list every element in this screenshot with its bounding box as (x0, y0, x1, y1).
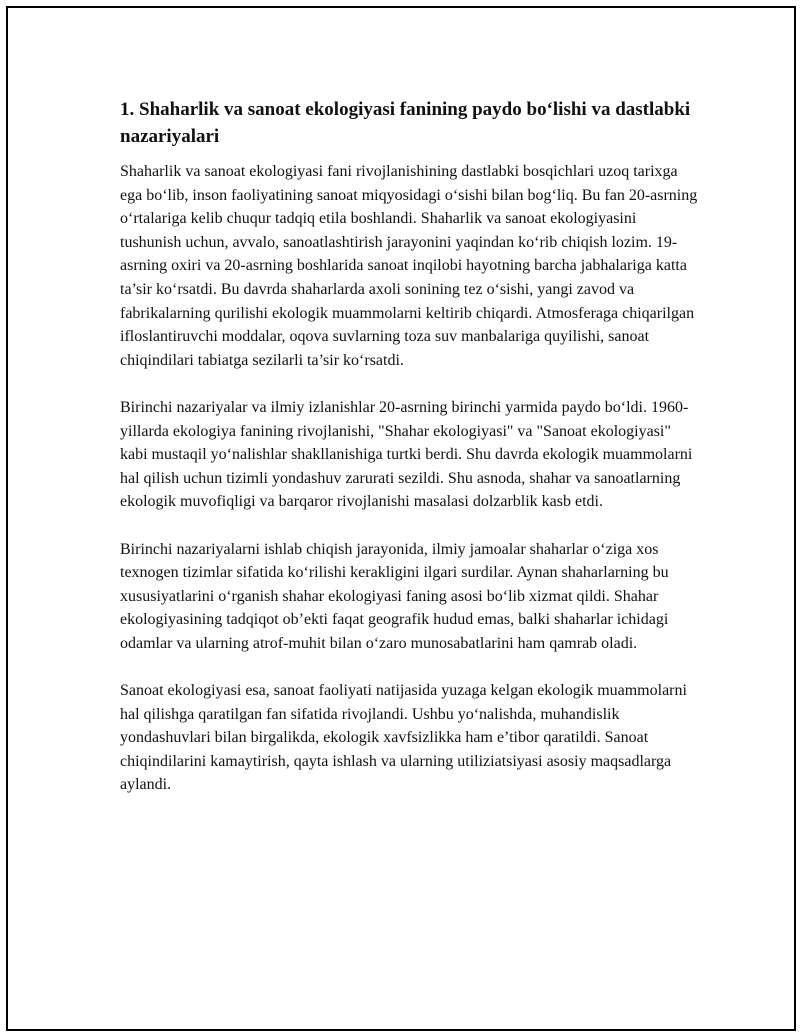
page-frame (6, 6, 796, 1031)
paragraph-2: Birinchi nazariyalar va ilmiy izlanishlar 20-asrning birinchi yarmida paydo bo‘ldi. 1960-yillarda ekologiya fanining rivojlanishi, "Shahar ekologiyasi" va "Sanoat ekologiyasi" kabi mustaqil yo‘nalishlar shakllanishiga turtki berdi. Shu davrda ekologik muammolarni hal qilish uchun tizimli yondashuv zarurati sezildi. Shu asnoda, shahar va sanoatlarning ekologik muvofiqligi va barqaror rivojlanishi masalasi dolzarblik kasb etdi. (120, 398, 693, 511)
section-heading: 1. Shaharlik va sanoat ekologiyasi fanining paydo bo‘lishi va dastlabki nazariyalari (120, 99, 691, 147)
paragraph-3: Birinchi nazariyalarni ishlab chiqish jarayonida, ilmiy jamoalar shaharlar o‘ziga xos texnogen tizimlar sifatida ko‘rilishi kerakligini ilgari surdilar. Aynan shaharlarning bu xususiyatlarini o‘rganish shahar ekologiyasi faning asosi bo‘lib xizmat qildi. Shahar ekologiyasining tadqiqot ob’ekti faqat geografik hudud emas, balki shaharlar ichidagi odamlar va ularning atrof-muhit bilan o‘zaro munosabatlarini ham qamrab oladi. (120, 540, 669, 652)
paragraph-1: Shaharlik va sanoat ekologiyasi fani rivojlanishining dastlabki bosqichlari uzoq tarixga ega bo‘lib, inson faoliyatining sanoat miqyosidagi o‘sishi bilan bog‘liq. Bu fan 20-asrning o‘rtalariga kelib chuqur tadqiq etila boshlandi. Shaharlik va sanoat ekologiyasini tushunish uchun, avvalo, sanoatlashtirish jarayonini yaqindan ko‘rib chiqish lozim. 19-asrning oxiri va 20-asrning boshlarida sanoat inqilobi hayotning barcha jabhalariga katta ta’sir ko‘rsatdi. Bu davrda shaharlarda axoli sonining tez o‘sishi, yangi zavod va fabrikalarning qurilishi ekologik muammolarni keltirib chiqardi. Atmosferaga chiqarilgan ifloslantiruvchi moddalar, oqova suvlarning toza suv manbalariga quyilishi, sanoat chiqindilari tabiatga sezilarli ta’sir ko‘rsatdi. (120, 163, 698, 369)
paragraph-4: Sanoat ekologiyasi esa, sanoat faoliyati natijasida yuzaga kelgan ekologik muammolarni hal qilishga qaratilgan fan sifatida rivojlandi. Ushbu yo‘nalishda, muhandislik yondashuvlari bilan birgalikda, ekologik xavfsizlikka ham e’tibor qaratildi. Sanoat chiqindilarini kamaytirish, qayta ishlash va ularning utiliziatsiyasi asosiy maqsadlarga aylandi. (120, 682, 687, 794)
document-body (120, 96, 700, 821)
